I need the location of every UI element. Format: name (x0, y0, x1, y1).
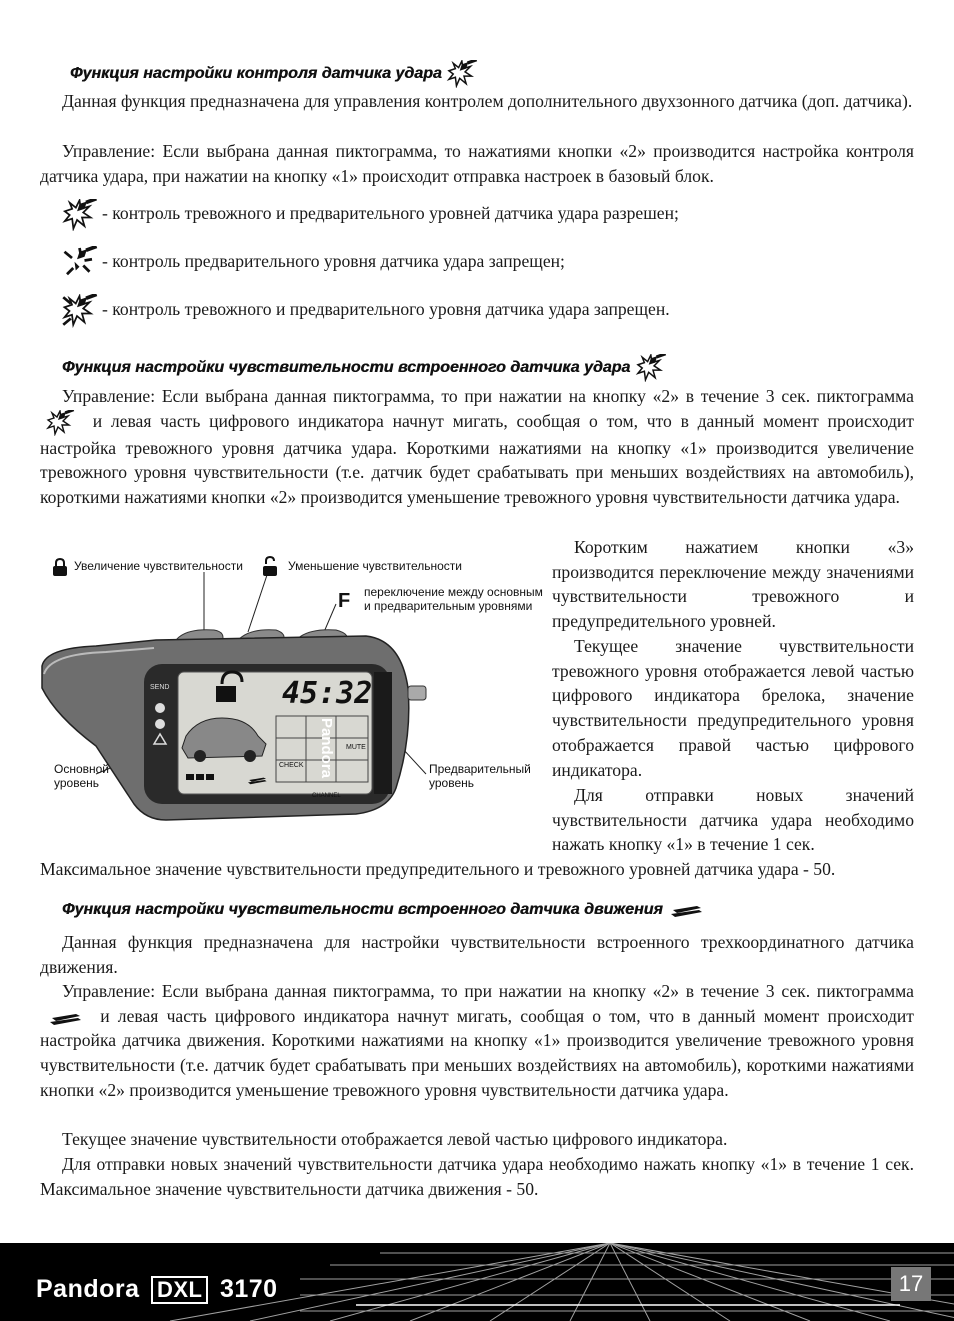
lcd-mute-label: MUTE (346, 744, 366, 751)
page-number: 17 (891, 1267, 931, 1301)
section1-paragraph-1: Данная функция предназначена для управления контролем дополнительного двухзонного датчика (доп. датчика). (62, 91, 913, 111)
list-item: - контроль тревожного и предварительного уровня датчика удара запрещен. (62, 294, 670, 328)
section2-heading: Функция настройки чувствительности встроенного датчика удара (62, 354, 671, 382)
section2-right-paragraph-2: Текущее значение чувствительности тревожного уровня отображается левой частью цифрового индикатора брелока, значение чувствительности предупредительного уровня отображается правой частью цифрового индикатора. (552, 636, 914, 780)
shock-prelevel-disabled-icon (62, 246, 102, 280)
shock-sensor-icon (44, 410, 80, 436)
lcd-digits: 45:32 (282, 676, 373, 711)
section1-heading: Функция настройки контроля датчика удара (70, 60, 482, 88)
f-key-label: F (338, 590, 351, 612)
decrease-sensitivity-label: Уменьшение чувствительности (288, 559, 462, 573)
section2-right-paragraph-1: Коротким нажатием кнопки «3» производится переключение между значениями чувствительности тревожного и предупредительного уровней. (552, 537, 914, 632)
shock-all-disabled-icon (62, 294, 102, 328)
page-footer (0, 1243, 954, 1321)
lock-closed-icon (52, 558, 68, 576)
section2-right-paragraph-3: Для отправки новых значений чувствительности датчика удара необходимо нажать кнопку «1» в течение 1 сек. (552, 785, 914, 855)
section3-paragraph-4: Для отправки новых значений чувствительности датчика удара необходимо нажать кнопку «1» в течение 1 сек. Максимальное значение чувствительности датчика движения - 50. (40, 1154, 914, 1199)
lcd-channel-label: CHANNEL (312, 793, 341, 799)
lock-open-icon (262, 556, 278, 576)
motion-sensor-icon (44, 1008, 88, 1028)
list-item: - контроль предварительного уровня датчика удара запрещен; (62, 246, 565, 280)
lcd-send-label: SEND (150, 684, 170, 691)
main-level-label: Основной уровень (54, 762, 110, 790)
motion-sensor-icon (667, 900, 707, 920)
switch-level-label: переключение между основным и предварительным уровнями (364, 585, 543, 613)
pre-level-label: Предварительный уровень (429, 762, 531, 790)
section3-paragraph-1: Данная функция предназначена для настройки чувствительности встроенного трехкоординатного датчика движения. (40, 932, 914, 977)
footer-model-logo: DXL (151, 1276, 209, 1304)
increase-sensitivity-label: Увеличение чувствительности (74, 559, 243, 573)
keyfob-brand: Pandora (318, 718, 335, 779)
section3-heading: Функция настройки чувствительности встроенного датчика движения (62, 900, 707, 920)
shock-sensor-icon (446, 60, 482, 88)
section1-paragraph-2: Управление: Если выбрана данная пиктограмма, то нажатиями кнопки «2» производится настройка контроля датчика удара, при нажатии на кнопку «1» происходит отправка настроек в базовый блок. (40, 141, 914, 186)
list-item: - контроль тревожного и предварительного уровней датчика удара разрешен; (62, 199, 679, 231)
shock-enabled-icon (62, 199, 102, 231)
section3-paragraph-2: Управление: Если выбрана данная пиктограмма, то при нажатии на кнопку «2» в течение 3 сек. пиктограмма и левая часть цифрового индикатора начнут мигать, сообщая о том, что в данный момент происходит настройка датчика движения. Короткими нажатиями на кнопку «1» производится увеличение тревожного уровня чувствительности (т.е. датчик будет срабатывать при меньших воздействиях на автомобиль), короткими нажатиями кнопки «2» производится уменьшение тревожного уровня чувствительности датчика удара. (40, 981, 914, 1100)
footer-brand: Pandora DXL 3170 (36, 1275, 278, 1303)
section2-paragraph-1: Управление: Если выбрана данная пиктограмма, то при нажатии на кнопку «2» в течение 3 сек. пиктограмма и левая часть цифрового индикатора начнут мигать, сообщая о том, что в данный момент происходит настройка тревожного уровня датчика удара. Короткими нажатиями на кнопку «1» производится увеличение тревожного уровня чувствительности (т.е. датчик будет срабатывать при меньших воздействиях на автомобиль), короткими нажатиями кнопки «2» производится уменьшение тревожного уровня чувствительности датчика удара. (40, 386, 914, 508)
section3-paragraph-3: Текущее значение чувствительности отображается левой частью цифрового индикатора. (62, 1129, 728, 1149)
keyfob-figure (36, 548, 550, 848)
lcd-check-label: CHECK (279, 762, 304, 769)
shock-sensor-icon (635, 354, 671, 382)
section2-max-value: Максимальное значение чувствительности предупредительного и тревожного уровней датчика удара - 50. (40, 859, 836, 879)
footer-model-number: 3170 (219, 1275, 278, 1303)
